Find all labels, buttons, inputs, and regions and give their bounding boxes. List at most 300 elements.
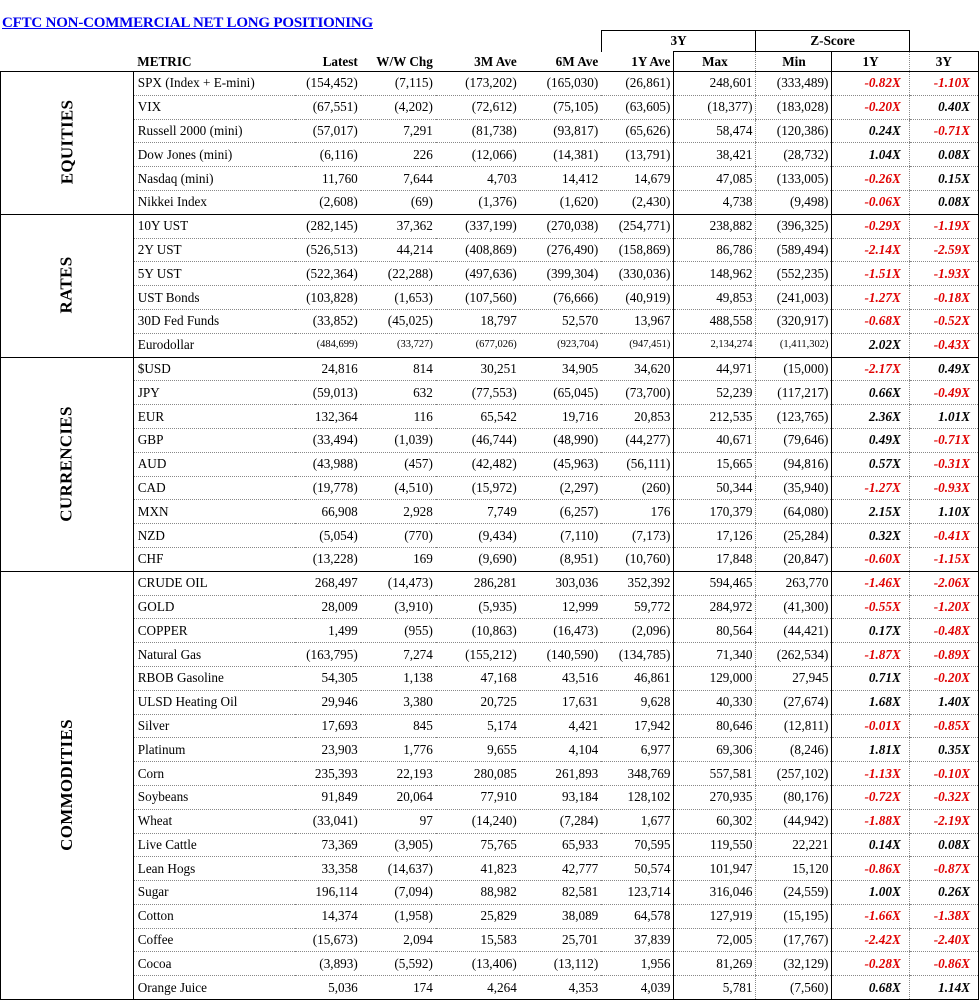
m3-ave-cell: (107,560)	[436, 286, 520, 310]
metric-name: Platinum	[133, 738, 294, 762]
table-row	[1, 762, 979, 786]
m3-ave-cell: 25,829	[436, 904, 520, 928]
min-3y-cell: 15,120	[756, 857, 832, 881]
col-max: Max	[674, 52, 756, 72]
m3-ave-cell: (14,240)	[436, 809, 520, 833]
zscore-3y-cell: 0.26X	[909, 881, 978, 905]
ww-chg-cell: (5,592)	[361, 952, 436, 976]
latest-cell: 29,946	[295, 690, 361, 714]
m3-ave-cell: 286,281	[436, 571, 520, 595]
max-3y-cell: 488,558	[674, 309, 756, 333]
latest-cell: (19,778)	[295, 476, 361, 500]
m6-ave-cell: (140,590)	[520, 643, 601, 667]
metric-name: Wheat	[133, 809, 294, 833]
m3-ave-cell: 7,749	[436, 500, 520, 524]
m6-ave-cell: 4,353	[520, 976, 601, 1000]
group-label: CURRENCIES	[56, 405, 76, 522]
zscore-1y-cell: -2.17X	[832, 357, 909, 381]
ww-chg-cell: (4,510)	[361, 476, 436, 500]
zscore-3y-cell: 0.15X	[909, 167, 978, 191]
table-row	[1, 833, 979, 857]
latest-cell: (484,699)	[295, 333, 361, 357]
m6-ave-cell: (2,297)	[520, 476, 601, 500]
y1-ave-cell: (10,760)	[601, 547, 674, 571]
max-3y-cell: 270,935	[674, 785, 756, 809]
min-3y-cell: (94,816)	[756, 452, 832, 476]
max-3y-cell: 44,971	[674, 357, 756, 381]
metric-name: CHF	[133, 547, 294, 571]
ww-chg-cell: 7,274	[361, 643, 436, 667]
max-3y-cell: 80,564	[674, 619, 756, 643]
ww-chg-cell: 20,064	[361, 785, 436, 809]
metric-name: Live Cattle	[133, 833, 294, 857]
y1-ave-cell: 4,039	[601, 976, 674, 1000]
table-row	[1, 428, 979, 452]
zscore-3y-cell: 1.40X	[909, 690, 978, 714]
m3-ave-cell: 20,725	[436, 690, 520, 714]
latest-cell: (33,041)	[295, 809, 361, 833]
y1-ave-cell: (260)	[601, 476, 674, 500]
m6-ave-cell: (76,666)	[520, 286, 601, 310]
min-3y-cell: (12,811)	[756, 714, 832, 738]
y1-ave-cell: (44,277)	[601, 428, 674, 452]
table-row	[1, 666, 979, 690]
ww-chg-cell: 22,193	[361, 762, 436, 786]
metric-name: Corn	[133, 762, 294, 786]
ww-chg-cell: (1,039)	[361, 428, 436, 452]
m6-ave-cell: (14,381)	[520, 143, 601, 167]
m6-ave-cell: 4,421	[520, 714, 601, 738]
metric-name: Cotton	[133, 904, 294, 928]
col-latest: Latest	[322, 53, 358, 69]
y1-ave-cell: 37,839	[601, 928, 674, 952]
col-3m-ave: 3M Ave	[474, 53, 517, 69]
table-row	[1, 452, 979, 476]
max-3y-cell: 17,126	[674, 524, 756, 548]
zscore-1y-cell: -1.66X	[832, 904, 909, 928]
latest-cell: 33,358	[295, 857, 361, 881]
max-3y-cell: 86,786	[674, 238, 756, 262]
col-min: Min	[756, 52, 832, 72]
min-3y-cell: 263,770	[756, 571, 832, 595]
m6-ave-cell: 52,570	[520, 309, 601, 333]
zscore-1y-cell: 0.17X	[832, 619, 909, 643]
m3-ave-cell: (12,066)	[436, 143, 520, 167]
max-3y-cell: 238,882	[674, 214, 756, 238]
group-label: EQUITIES	[56, 100, 76, 185]
group-label-cell	[1, 571, 134, 999]
col-z-1y: 1Y	[832, 52, 909, 72]
ww-chg-cell: 845	[361, 714, 436, 738]
zscore-3y-cell: -0.85X	[909, 714, 978, 738]
ww-chg-cell: (3,910)	[361, 595, 436, 619]
zscore-3y-cell: -0.10X	[909, 762, 978, 786]
zscore-1y-cell: -1.46X	[832, 571, 909, 595]
max-3y-cell: 129,000	[674, 666, 756, 690]
zscore-3y-cell: -0.41X	[909, 524, 978, 548]
y1-ave-cell: 13,967	[601, 309, 674, 333]
metric-name: Nasdaq (mini)	[133, 167, 294, 191]
max-3y-cell: 316,046	[674, 881, 756, 905]
min-3y-cell: (79,646)	[756, 428, 832, 452]
zscore-3y-cell: 0.40X	[909, 95, 978, 119]
group-label: RATES	[56, 256, 76, 314]
m6-ave-cell: (16,473)	[520, 619, 601, 643]
min-3y-cell: (257,102)	[756, 762, 832, 786]
latest-cell: (6,116)	[295, 143, 361, 167]
ww-chg-cell: (22,288)	[361, 262, 436, 286]
zscore-1y-cell: -0.82X	[832, 72, 909, 96]
table-row	[1, 547, 979, 571]
m3-ave-cell: (42,482)	[436, 452, 520, 476]
zscore-1y-cell: -0.72X	[832, 785, 909, 809]
m6-ave-cell: (13,112)	[520, 952, 601, 976]
m6-ave-cell: (7,284)	[520, 809, 601, 833]
metric-name: JPY	[133, 381, 294, 405]
max-3y-cell: 69,306	[674, 738, 756, 762]
ww-chg-cell: 632	[361, 381, 436, 405]
metric-name: SPX (Index + E-mini)	[133, 72, 294, 96]
latest-cell: 66,908	[295, 500, 361, 524]
min-3y-cell: (25,284)	[756, 524, 832, 548]
zscore-3y-cell: -1.20X	[909, 595, 978, 619]
zscore-1y-cell: 2.36X	[832, 405, 909, 429]
y1-ave-cell: 46,861	[601, 666, 674, 690]
zscore-1y-cell: -1.27X	[832, 476, 909, 500]
ww-chg-cell: 37,362	[361, 214, 436, 238]
m3-ave-cell: 77,910	[436, 785, 520, 809]
min-3y-cell: (44,421)	[756, 619, 832, 643]
table-row	[1, 167, 979, 191]
latest-cell: 132,364	[295, 405, 361, 429]
col-ww-chg: W/W Chg	[376, 53, 433, 69]
max-3y-cell: 170,379	[674, 500, 756, 524]
ww-chg-cell: (7,094)	[361, 881, 436, 905]
m3-ave-cell: (77,553)	[436, 381, 520, 405]
max-3y-cell: 52,239	[674, 381, 756, 405]
min-3y-cell: (333,489)	[756, 72, 832, 96]
zscore-1y-cell: -0.86X	[832, 857, 909, 881]
m3-ave-cell: 47,168	[436, 666, 520, 690]
m3-ave-cell: (15,972)	[436, 476, 520, 500]
metric-name: 30D Fed Funds	[133, 309, 294, 333]
table-row	[1, 690, 979, 714]
min-3y-cell: (320,917)	[756, 309, 832, 333]
m3-ave-cell: (155,212)	[436, 643, 520, 667]
min-3y-cell: (120,386)	[756, 119, 832, 143]
m6-ave-cell: 4,104	[520, 738, 601, 762]
max-3y-cell: (18,377)	[674, 95, 756, 119]
zscore-1y-cell: -2.14X	[832, 238, 909, 262]
table-row	[1, 500, 979, 524]
y1-ave-cell: (134,785)	[601, 643, 674, 667]
report-title[interactable]: CFTC NON-COMMERCIAL NET LONG POSITIONING	[2, 15, 373, 31]
min-3y-cell: (32,129)	[756, 952, 832, 976]
latest-cell: 11,760	[295, 167, 361, 191]
m6-ave-cell: 19,716	[520, 405, 601, 429]
min-3y-cell: (552,235)	[756, 262, 832, 286]
zscore-1y-cell: -1.88X	[832, 809, 909, 833]
y1-ave-cell: (40,919)	[601, 286, 674, 310]
max-3y-cell: 119,550	[674, 833, 756, 857]
m6-ave-cell: 82,581	[520, 881, 601, 905]
zscore-3y-cell: -2.19X	[909, 809, 978, 833]
max-3y-cell: 81,269	[674, 952, 756, 976]
latest-cell: 91,849	[295, 785, 361, 809]
zscore-3y-cell: 0.08X	[909, 143, 978, 167]
table-row	[1, 976, 979, 1000]
m6-ave-cell: 42,777	[520, 857, 601, 881]
y1-ave-cell: (7,173)	[601, 524, 674, 548]
metric-name: Eurodollar	[133, 333, 294, 357]
metric-name: RBOB Gasoline	[133, 666, 294, 690]
m3-ave-cell: 65,542	[436, 405, 520, 429]
max-3y-cell: 72,005	[674, 928, 756, 952]
metric-name: 2Y UST	[133, 238, 294, 262]
zscore-3y-cell: 1.10X	[909, 500, 978, 524]
m3-ave-cell: 4,703	[436, 167, 520, 191]
zscore-1y-cell: 1.81X	[832, 738, 909, 762]
min-3y-cell: (27,674)	[756, 690, 832, 714]
latest-cell: 5,036	[295, 976, 361, 1000]
min-3y-cell: (262,534)	[756, 643, 832, 667]
zscore-1y-cell: -0.55X	[832, 595, 909, 619]
latest-cell: 1,499	[295, 619, 361, 643]
m3-ave-cell: (10,863)	[436, 619, 520, 643]
zscore-1y-cell: -1.51X	[832, 262, 909, 286]
metric-name: Natural Gas	[133, 643, 294, 667]
min-3y-cell: (589,494)	[756, 238, 832, 262]
latest-cell: (526,513)	[295, 238, 361, 262]
zscore-3y-cell: -0.71X	[909, 119, 978, 143]
max-3y-cell: 148,962	[674, 262, 756, 286]
y1-ave-cell: 34,620	[601, 357, 674, 381]
zscore-3y-cell: -0.49X	[909, 381, 978, 405]
metric-name: Orange Juice	[133, 976, 294, 1000]
latest-cell: 196,114	[295, 881, 361, 905]
ww-chg-cell: 226	[361, 143, 436, 167]
m3-ave-cell: 4,264	[436, 976, 520, 1000]
table-row	[1, 357, 979, 381]
ww-chg-cell: 814	[361, 357, 436, 381]
m3-ave-cell: (9,434)	[436, 524, 520, 548]
table-row	[1, 190, 979, 214]
latest-cell: (13,228)	[295, 547, 361, 571]
y1-ave-cell: 17,942	[601, 714, 674, 738]
y1-ave-cell: 20,853	[601, 405, 674, 429]
m3-ave-cell: 9,655	[436, 738, 520, 762]
zscore-3y-cell: -0.18X	[909, 286, 978, 310]
m6-ave-cell: (7,110)	[520, 524, 601, 548]
max-3y-cell: 212,535	[674, 405, 756, 429]
zscore-1y-cell: 0.68X	[832, 976, 909, 1000]
col-metric: METRIC	[137, 53, 192, 69]
group-label-cell	[1, 214, 134, 357]
table-row	[1, 476, 979, 500]
col-6m-ave: 6M Ave	[555, 53, 599, 69]
latest-cell: (59,013)	[295, 381, 361, 405]
m6-ave-cell: 261,893	[520, 762, 601, 786]
m6-ave-cell: 93,184	[520, 785, 601, 809]
m6-ave-cell: (45,963)	[520, 452, 601, 476]
ww-chg-cell: (1,958)	[361, 904, 436, 928]
m6-ave-cell: 17,631	[520, 690, 601, 714]
m3-ave-cell: 88,982	[436, 881, 520, 905]
y1-ave-cell: (330,036)	[601, 262, 674, 286]
latest-cell: 268,497	[295, 571, 361, 595]
ww-chg-cell: 1,138	[361, 666, 436, 690]
table-row	[1, 119, 979, 143]
metric-name: 10Y UST	[133, 214, 294, 238]
m3-ave-cell: 75,765	[436, 833, 520, 857]
latest-cell: (522,364)	[295, 262, 361, 286]
max-3y-cell: 5,781	[674, 976, 756, 1000]
zscore-3y-cell: -1.15X	[909, 547, 978, 571]
m6-ave-cell: 12,999	[520, 595, 601, 619]
m3-ave-cell: 18,797	[436, 309, 520, 333]
min-3y-cell: (44,942)	[756, 809, 832, 833]
min-3y-cell: (117,217)	[756, 381, 832, 405]
latest-cell: 24,816	[295, 357, 361, 381]
latest-cell: 17,693	[295, 714, 361, 738]
metric-name: EUR	[133, 405, 294, 429]
m6-ave-cell: (6,257)	[520, 500, 601, 524]
table-row	[1, 309, 979, 333]
max-3y-cell: 60,302	[674, 809, 756, 833]
ww-chg-cell: 97	[361, 809, 436, 833]
latest-cell: 235,393	[295, 762, 361, 786]
metric-name: AUD	[133, 452, 294, 476]
table-row	[1, 381, 979, 405]
group-label-cell	[1, 357, 134, 571]
ww-chg-cell: (7,115)	[361, 72, 436, 96]
m3-ave-cell: (81,738)	[436, 119, 520, 143]
zscore-1y-cell: -0.28X	[832, 952, 909, 976]
zscore-3y-cell: -0.87X	[909, 857, 978, 881]
zscore-3y-cell: -2.59X	[909, 238, 978, 262]
m6-ave-cell: (8,951)	[520, 547, 601, 571]
table-row	[1, 857, 979, 881]
m6-ave-cell: (93,817)	[520, 119, 601, 143]
zscore-1y-cell: 1.04X	[832, 143, 909, 167]
y1-ave-cell: 50,574	[601, 857, 674, 881]
ww-chg-cell: 169	[361, 547, 436, 571]
y1-ave-cell: 59,772	[601, 595, 674, 619]
table-row	[1, 143, 979, 167]
metric-name: Sugar	[133, 881, 294, 905]
column-header-row	[1, 52, 979, 72]
ww-chg-cell: (1,653)	[361, 286, 436, 310]
ww-chg-cell: (14,473)	[361, 571, 436, 595]
metric-name: GBP	[133, 428, 294, 452]
min-3y-cell: (17,767)	[756, 928, 832, 952]
table-row	[1, 571, 979, 595]
ww-chg-cell: (770)	[361, 524, 436, 548]
zscore-3y-cell: -2.06X	[909, 571, 978, 595]
zscore-1y-cell: 0.57X	[832, 452, 909, 476]
m3-ave-cell: (408,869)	[436, 238, 520, 262]
max-3y-cell: 15,665	[674, 452, 756, 476]
zscore-1y-cell: -0.20X	[832, 95, 909, 119]
ww-chg-cell: (955)	[361, 619, 436, 643]
table-row	[1, 785, 979, 809]
ww-chg-cell: (14,637)	[361, 857, 436, 881]
m6-ave-cell: (1,620)	[520, 190, 601, 214]
y1-ave-cell: 14,679	[601, 167, 674, 191]
y1-ave-cell: 348,769	[601, 762, 674, 786]
m6-ave-cell: 14,412	[520, 167, 601, 191]
m3-ave-cell: (13,406)	[436, 952, 520, 976]
table-row	[1, 405, 979, 429]
ww-chg-cell: (33,727)	[361, 333, 436, 357]
latest-cell: 73,369	[295, 833, 361, 857]
zscore-1y-cell: -0.06X	[832, 190, 909, 214]
table-row	[1, 524, 979, 548]
metric-name: Coffee	[133, 928, 294, 952]
latest-cell: 14,374	[295, 904, 361, 928]
table-row	[1, 262, 979, 286]
min-3y-cell: (80,176)	[756, 785, 832, 809]
m3-ave-cell: (337,199)	[436, 214, 520, 238]
table-row	[1, 809, 979, 833]
max-3y-cell: 594,465	[674, 571, 756, 595]
latest-cell: (57,017)	[295, 119, 361, 143]
m3-ave-cell: (1,376)	[436, 190, 520, 214]
max-3y-cell: 40,330	[674, 690, 756, 714]
m6-ave-cell: (48,990)	[520, 428, 601, 452]
metric-name: ULSD Heating Oil	[133, 690, 294, 714]
max-3y-cell: 101,947	[674, 857, 756, 881]
m6-ave-cell: 34,905	[520, 357, 601, 381]
latest-cell: (154,452)	[295, 72, 361, 96]
metric-name: NZD	[133, 524, 294, 548]
metric-name: GOLD	[133, 595, 294, 619]
zscore-1y-cell: 0.66X	[832, 381, 909, 405]
ww-chg-cell: 3,380	[361, 690, 436, 714]
table-row	[1, 928, 979, 952]
y1-ave-cell: 176	[601, 500, 674, 524]
m6-ave-cell: (65,045)	[520, 381, 601, 405]
latest-cell: (67,551)	[295, 95, 361, 119]
min-3y-cell: (241,003)	[756, 286, 832, 310]
zscore-1y-cell: -1.27X	[832, 286, 909, 310]
y1-ave-cell: (65,626)	[601, 119, 674, 143]
y1-ave-cell: (73,700)	[601, 381, 674, 405]
table-row	[1, 738, 979, 762]
max-3y-cell: 17,848	[674, 547, 756, 571]
min-3y-cell: (64,080)	[756, 500, 832, 524]
latest-cell: (33,494)	[295, 428, 361, 452]
latest-cell: 23,903	[295, 738, 361, 762]
y1-ave-cell: 9,628	[601, 690, 674, 714]
latest-cell: 28,009	[295, 595, 361, 619]
max-3y-cell: 80,646	[674, 714, 756, 738]
ww-chg-cell: 116	[361, 405, 436, 429]
latest-cell: (5,054)	[295, 524, 361, 548]
m6-ave-cell: 43,516	[520, 666, 601, 690]
m6-ave-cell: (399,304)	[520, 262, 601, 286]
group-label-cell	[1, 72, 134, 215]
m3-ave-cell: 30,251	[436, 357, 520, 381]
m6-ave-cell: (276,490)	[520, 238, 601, 262]
m6-ave-cell: (270,038)	[520, 214, 601, 238]
zscore-3y-cell: 0.49X	[909, 357, 978, 381]
max-3y-cell: 284,972	[674, 595, 756, 619]
max-3y-cell: 40,671	[674, 428, 756, 452]
y1-ave-cell: 128,102	[601, 785, 674, 809]
y1-ave-cell: 6,977	[601, 738, 674, 762]
ww-chg-cell: 1,776	[361, 738, 436, 762]
